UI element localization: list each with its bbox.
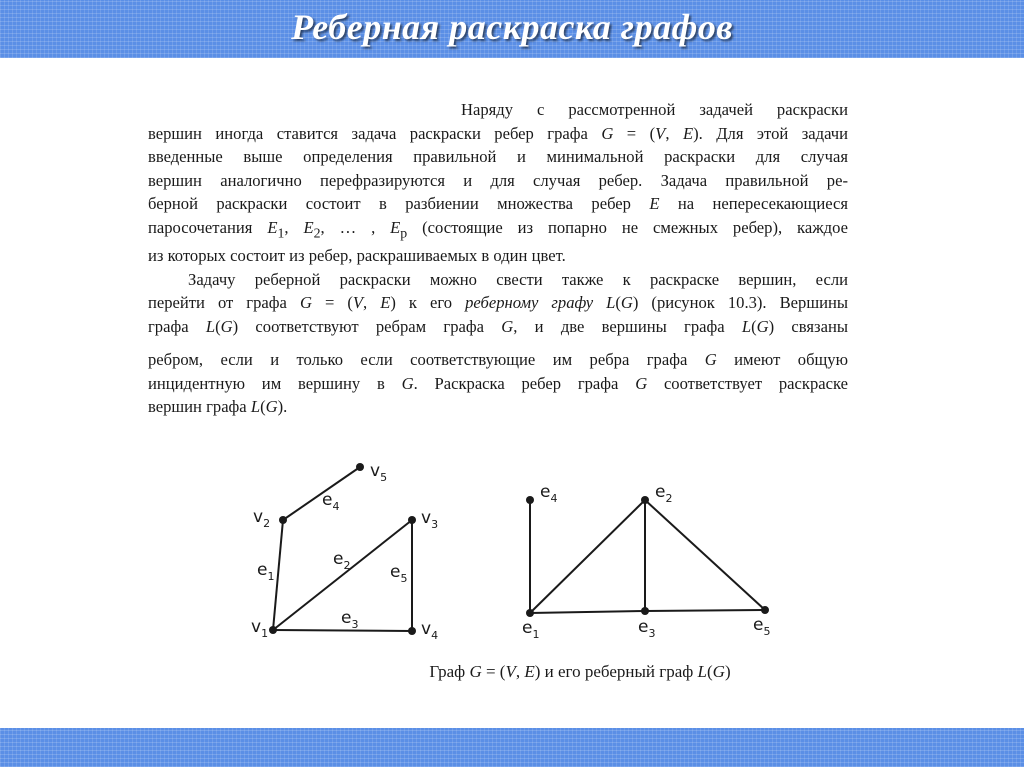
math-symbol: E <box>649 194 660 213</box>
label-v3: $v_3$ <box>421 508 439 531</box>
math-symbol: G <box>469 662 482 681</box>
graph-g-edge-e3 <box>273 630 412 631</box>
label-v2: $v_2$ <box>253 507 271 530</box>
subscript: 1 <box>277 224 285 240</box>
graph-lg-vertex-e5 <box>761 606 769 614</box>
footer-band <box>0 728 1024 767</box>
text-run: вершин иногда ставится задача раскраски ребер графа <box>148 123 602 143</box>
text-run: ) связаны <box>768 316 848 336</box>
math-symbol: G <box>712 662 725 681</box>
label-e1: $e_1$ <box>257 560 275 583</box>
label-v1: $v_1$ <box>251 617 269 640</box>
label-e5: $e_5$ <box>390 562 408 585</box>
text-run: , и две вершины графа <box>513 316 742 336</box>
math-symbol: G <box>620 293 633 313</box>
figure-caption <box>0 662 1024 682</box>
graph-lg-edge-e3-e5 <box>645 610 765 611</box>
math-symbol: E <box>303 217 314 237</box>
label-lg-e2: $e_2$ <box>655 482 673 505</box>
text-run: Граф <box>429 662 470 681</box>
math-symbol: E <box>267 217 278 237</box>
math-symbol: E <box>682 123 694 143</box>
text-run: паросочетания <box>148 217 268 237</box>
graph-g-edge-e1 <box>273 520 283 630</box>
text-run: , <box>665 123 683 143</box>
label-lg-e4: $e_4$ <box>540 482 558 505</box>
label-e4: $e_4$ <box>322 490 340 513</box>
math-symbol: G <box>220 316 233 336</box>
text-run: Задачу реберной раскраски можно свести также к раскраске вершин, если <box>188 269 848 289</box>
graph-lg-vertex-e4 <box>526 496 534 504</box>
label-v4: $v_4$ <box>421 619 439 642</box>
math-symbol: V <box>352 293 364 313</box>
math-symbol: G <box>501 316 514 336</box>
math-symbol: L <box>741 316 752 336</box>
text-run: , <box>363 293 381 313</box>
subscript: 2 <box>313 224 321 240</box>
text-run: ребром, если и только если соответствующие им ребра графа <box>148 350 705 370</box>
text-run: ) к его <box>390 293 466 313</box>
subscript: p <box>400 224 408 240</box>
label-e3: $e_3$ <box>341 608 359 631</box>
math-symbol: L <box>250 397 261 417</box>
math-symbol: E <box>524 662 535 681</box>
graph-lg-vertices <box>526 496 769 617</box>
label-lg-e1: $e_1$ <box>522 618 540 641</box>
text-run: , <box>284 217 304 237</box>
graph-lg-edge-e2-e5 <box>645 500 765 610</box>
math-symbol: V <box>505 662 516 681</box>
text-run: = ( <box>311 293 353 313</box>
text-run: = ( <box>481 662 506 681</box>
math-symbol: E <box>380 293 391 313</box>
math-symbol: G <box>299 293 312 313</box>
text-run: . Раскраска ребер графа <box>413 373 636 393</box>
text-run: ( <box>707 662 713 681</box>
text-run: соответствует раскраске <box>647 373 848 393</box>
text-run: перейти от графа <box>148 293 300 313</box>
math-symbol: L <box>205 316 216 336</box>
text-run: имеют общую <box>716 350 848 370</box>
text-run: ) соответствуют ребрам графа <box>232 316 502 336</box>
text-run: ) <box>724 662 731 681</box>
text-run: ( <box>615 293 621 313</box>
graph-g-vertex-v1 <box>269 626 277 634</box>
text-run: графа <box>148 316 206 336</box>
graph-lg-vertex-e2 <box>641 496 649 504</box>
text-run: ( <box>215 316 221 336</box>
math-symbol: L <box>697 662 707 681</box>
math-symbol: G <box>704 350 717 370</box>
text-run: вершин графа <box>148 397 251 417</box>
graph-lg-edges <box>530 500 765 613</box>
math-symbol: E <box>390 217 401 237</box>
text-run: ) и его реберный граф <box>534 662 698 681</box>
label-e2: $e_2$ <box>333 549 351 572</box>
graph-lg-vertex-e3 <box>641 607 649 615</box>
text-run: ( <box>751 316 757 336</box>
graph-lg-edge-e1-e2 <box>530 500 645 613</box>
text-run: (состоящие из попарно не смежных ребер), каждое <box>407 217 848 237</box>
graph-g-vertex-v4 <box>408 627 416 635</box>
math-symbol: G <box>756 316 769 336</box>
text-run: , <box>515 662 525 681</box>
text-run: Наряду с рассмотренной задачей раскраски <box>461 100 848 119</box>
graph-lg-edge-e1-e3 <box>530 611 645 613</box>
label-v5: $v_5$ <box>370 461 388 484</box>
text-run: на непересекающиеся <box>659 194 848 213</box>
emphasis: реберному графу L <box>465 293 616 313</box>
graph-g-vertex-v5 <box>356 463 364 471</box>
label-lg-e5: $e_5$ <box>753 615 771 638</box>
math-symbol: G <box>401 373 414 393</box>
text-run: вершин аналогично перефразируются и для случая ребер. Задача правильной ре- <box>148 170 848 190</box>
text-run: введенные выше определения правильной и минимальной раскраски для случая <box>148 147 848 166</box>
math-symbol: G <box>635 373 648 393</box>
text-run: ). <box>277 397 288 417</box>
math-symbol: G <box>265 397 278 417</box>
graph-g-vertex-v3 <box>408 516 416 524</box>
math-symbol: G <box>601 123 614 143</box>
slide-title: Реберная раскраска графов <box>291 7 733 47</box>
graph-g-vertex-v2 <box>279 516 287 524</box>
text-run: = ( <box>613 123 656 143</box>
label-lg-e3: $e_3$ <box>638 617 656 640</box>
text-run: , … , <box>320 217 391 237</box>
text-run: из которых состоит из ребер, раскрашиваемых в один цвет. <box>148 246 566 266</box>
text-run: берной раскраски состоит в разбиении множества ребер <box>148 194 650 213</box>
text-run: ) (рисунок 10.3). Вершины <box>632 293 849 313</box>
text-run: ). Для этой задачи <box>693 123 849 143</box>
math-symbol: V <box>655 123 666 143</box>
graph-lg-vertex-e1 <box>526 609 534 617</box>
text-run: ( <box>260 397 266 417</box>
text-run: инцидентную им вершину в <box>148 373 402 393</box>
